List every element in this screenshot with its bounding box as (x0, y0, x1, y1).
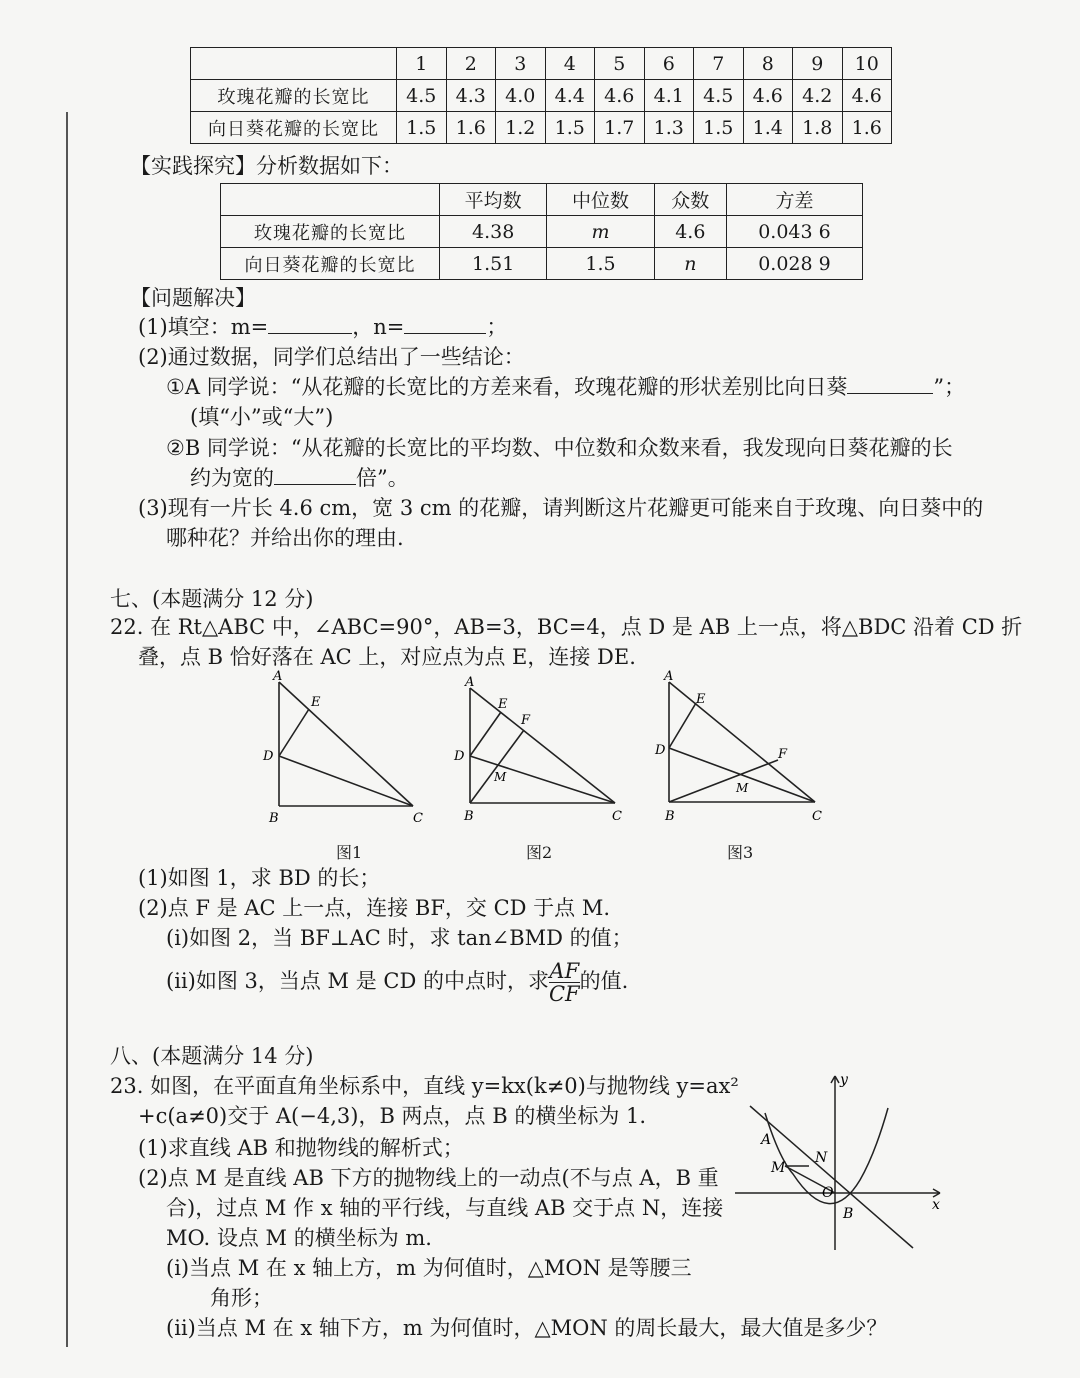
table-row (191, 112, 892, 144)
figure-1 (255, 668, 435, 828)
table-cell: 4.2 (793, 80, 843, 112)
table-row (191, 80, 892, 112)
fraction-denominator: CF (548, 982, 580, 1006)
table-cell: 1.3 (644, 112, 694, 144)
q21-part2-b-end: 倍”。 (356, 466, 409, 490)
q23-stem-line1: 23. 如图，在平面直角坐标系中，直线 y=kx(k≠0)与抛物线 y=ax² (110, 1074, 739, 1098)
table-cell: 0.043 6 (726, 216, 862, 248)
table-cell: 4.6 (654, 216, 726, 248)
table-header-row (191, 48, 892, 80)
q22-part2-i: (ⅰ)如图 2，当 BF⊥AC 时，求 tan∠BMD 的值； (166, 926, 633, 950)
q21-part3: (3)现有一片长 4.6 cm，宽 3 cm 的花瓣，请判断这片花瓣更可能来自于玫瑰、向日葵中的 (138, 496, 984, 520)
figure-3-caption: 图3 (727, 843, 754, 862)
q23-stem-line2: +c(a≠0)交于 A(−4,3)，B 两点，点 B 的横坐标为 1. (138, 1104, 647, 1128)
label-C: C (812, 809, 822, 824)
table-cell: 4.4 (545, 80, 595, 112)
binding-margin-line (66, 112, 68, 1347)
problem-heading: 【问题解决】 (130, 286, 256, 310)
table-row (221, 216, 863, 248)
header-cell: 7 (694, 48, 744, 80)
label-M: M (736, 781, 749, 795)
table-cell: 1.8 (793, 112, 843, 144)
row-label: 玫瑰花瓣的长宽比 (221, 216, 440, 248)
q21-part2-b: ②B 同学说：“从花瓣的长宽比的平均数、中位数和众数来看，我发现向日葵花瓣的长 (166, 436, 953, 460)
table-cell: 4.3 (446, 80, 496, 112)
figure-3 (652, 668, 832, 828)
answer-blank-m[interactable] (268, 313, 352, 334)
label-E: E (696, 692, 706, 707)
q22-part1: (1)如图 1，求 BD 的长； (138, 866, 381, 890)
row-label: 向日葵花瓣的长宽比 (191, 112, 397, 144)
table-cell: 1.6 (446, 112, 496, 144)
petal-ratio-table (190, 47, 892, 144)
table-cell: 1.5 (694, 112, 744, 144)
q21-part1-text: (1)填空：m= (138, 315, 269, 339)
table-cell: 1.5 (545, 112, 595, 144)
label-M: M (494, 770, 507, 784)
q23-part2-line1: (2)点 M 是直线 AB 下方的抛物线上的一动点(不与点 A，B 重 (138, 1166, 719, 1190)
label-N: N (815, 1150, 828, 1166)
label-A: A (465, 675, 475, 690)
fraction-af-cf (549, 960, 580, 1005)
label-O: O (822, 1185, 834, 1201)
section8-heading: 八、(本题满分 14 分) (110, 1044, 314, 1068)
answer-blank-n[interactable] (404, 313, 486, 334)
label-D: D (454, 749, 465, 764)
q21-part1 (138, 313, 507, 341)
q21-part2-b-text: 约为宽的 (190, 466, 274, 490)
q21-part2-a (166, 373, 965, 401)
table-cell: n (654, 248, 726, 280)
line-AB (750, 1106, 913, 1248)
label-A: A (761, 1132, 772, 1148)
label-D: D (263, 749, 274, 764)
label-E: E (498, 697, 508, 712)
table-cell: 1.4 (743, 112, 793, 144)
table-cell: 4.1 (644, 80, 694, 112)
q21-part3-cont: 哪种花？并给出你的理由. (166, 526, 404, 550)
figure-1-caption: 图1 (336, 843, 363, 862)
header-cell (191, 48, 397, 80)
label-M: M (771, 1160, 786, 1176)
header-cell: 方差 (726, 184, 862, 216)
header-cell (221, 184, 440, 216)
label-E: E (311, 695, 321, 710)
table-cell: 4.5 (694, 80, 744, 112)
label-B: B (843, 1206, 854, 1222)
statistics-table (220, 183, 863, 280)
table-cell: 1.5 (397, 112, 447, 144)
section7-heading: 七、(本题满分 12 分) (110, 587, 314, 611)
q22-stem-line1: 22. 在 Rt△ABC 中，∠ABC=90°，AB=3，BC=4，点 D 是 AB 上一点，将△BDC 沿着 CD 折 (110, 615, 1023, 639)
table-cell: 4.6 (595, 80, 645, 112)
q23-part1: (1)求直线 AB 和抛物线的解析式； (138, 1136, 464, 1160)
table-cell: 0.028 9 (726, 248, 862, 280)
q21-part2: (2)通过数据，同学们总结出了一些结论： (138, 345, 525, 369)
label-B: B (269, 811, 279, 826)
coordinate-figure (735, 1068, 950, 1253)
figure-2 (450, 668, 630, 828)
q23-part2-ii: (ⅱ)当点 M 在 x 轴下方，m 为何值时，△MON 的周长最大，最大值是多少？ (166, 1316, 888, 1340)
header-cell: 4 (545, 48, 595, 80)
table-cell: 4.6 (842, 80, 892, 112)
q21-part1-end: ； (486, 315, 508, 339)
header-cell: 众数 (654, 184, 726, 216)
label-y: y (840, 1072, 848, 1088)
header-cell: 平均数 (440, 184, 547, 216)
table-cell: 4.5 (397, 80, 447, 112)
table-header-row (221, 184, 863, 216)
label-F: F (521, 713, 531, 728)
header-cell: 2 (446, 48, 496, 80)
header-cell: 9 (793, 48, 843, 80)
practice-heading: 【实践探究】分析数据如下： (130, 154, 403, 178)
q22-part2-ii (166, 956, 628, 1006)
table-cell: 1.6 (842, 112, 892, 144)
header-cell: 中位数 (547, 184, 654, 216)
q21-part1-text-n: ，n= (352, 315, 405, 339)
q21-part2-b-cont (190, 464, 409, 492)
label-C: C (612, 809, 622, 824)
q22-part2-ii-text: (ⅱ)如图 3，当点 M 是 CD 的中点时，求 (166, 969, 549, 993)
header-cell: 1 (397, 48, 447, 80)
label-A: A (664, 669, 674, 684)
table-cell: 4.6 (743, 80, 793, 112)
table-cell: m (547, 216, 654, 248)
row-label: 玫瑰花瓣的长宽比 (191, 80, 397, 112)
label-C: C (413, 811, 423, 826)
q22-stem-line2: 叠，点 B 恰好落在 AC 上，对应点为点 E，连接 DE. (138, 645, 636, 669)
q23-part2-line3: MO. 设点 M 的横坐标为 m. (166, 1226, 432, 1250)
q21-part2-a-end: ”； (933, 375, 966, 399)
header-cell: 10 (842, 48, 892, 80)
q23-part2-i-line2: 角形； (210, 1286, 273, 1310)
table-cell: 1.5 (547, 248, 654, 280)
label-B: B (665, 809, 675, 824)
row-label: 向日葵花瓣的长宽比 (221, 248, 440, 280)
q22-part2-ii-end: 的值. (579, 969, 629, 993)
label-D: D (655, 743, 666, 758)
label-B: B (464, 809, 474, 824)
table-cell: 1.2 (496, 112, 546, 144)
q22-part2: (2)点 F 是 AC 上一点，连接 BF，交 CD 于点 M. (138, 896, 611, 920)
q23-part2-line2: 合)，过点 M 作 x 轴的平行线，与直线 AB 交于点 N，连接 (166, 1196, 724, 1220)
table-row (221, 248, 863, 280)
label-A: A (273, 669, 283, 684)
q21-part2-a-text: ①A 同学说：“从花瓣的长宽比的方差来看，玫瑰花瓣的形状差别比向日葵 (166, 375, 848, 399)
table-cell: 1.7 (595, 112, 645, 144)
figure-2-caption: 图2 (526, 843, 553, 862)
header-cell: 5 (595, 48, 645, 80)
answer-blank-times[interactable] (274, 464, 356, 485)
header-cell: 6 (644, 48, 694, 80)
q23-part2-i-line1: (ⅰ)当点 M 在 x 轴上方，m 为何值时，△MON 是等腰三 (166, 1256, 692, 1280)
label-F: F (778, 747, 788, 762)
table-cell: 4.0 (496, 80, 546, 112)
answer-blank-variance[interactable] (847, 373, 933, 394)
table-cell: 1.51 (440, 248, 547, 280)
label-x: x (932, 1197, 940, 1213)
fraction-numerator: AF (549, 959, 580, 983)
header-cell: 3 (496, 48, 546, 80)
header-cell: 8 (743, 48, 793, 80)
table-cell: 4.38 (440, 216, 547, 248)
q21-part2-a-hint: (填“小”或“大”) (190, 405, 334, 429)
